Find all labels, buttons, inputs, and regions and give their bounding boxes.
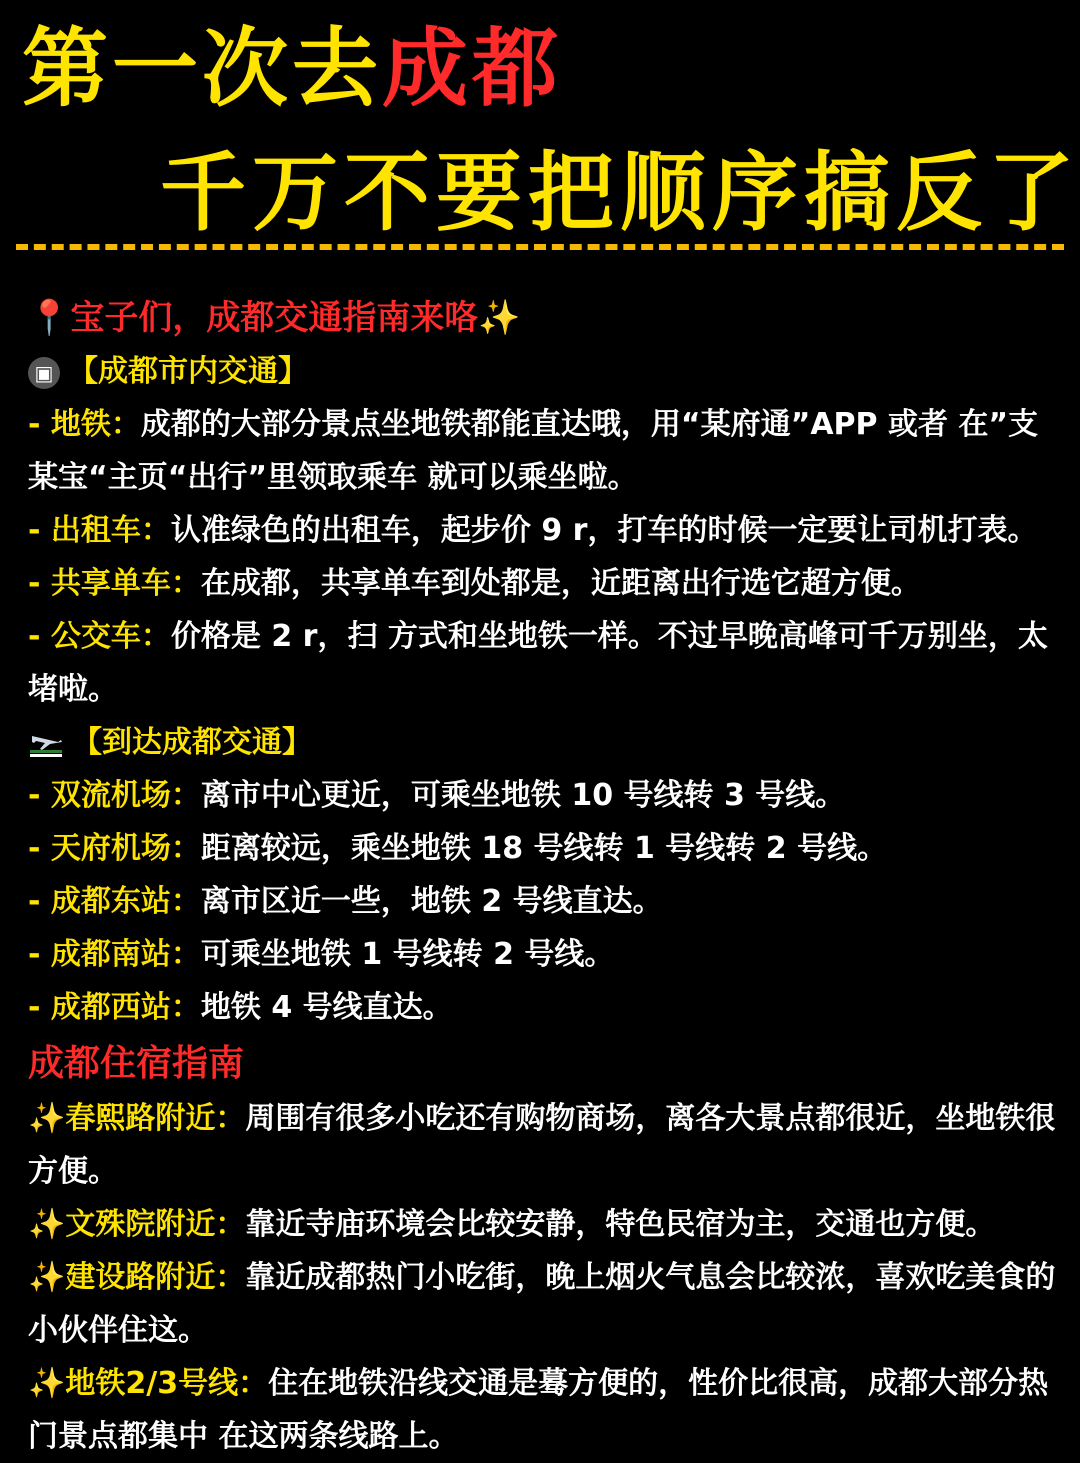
intro-text: 宝子们，成都交通指南来咯 <box>70 298 479 338</box>
item-text: 周围有很多小吃还有购物商场，离各大景点都很近，坐地铁很方便。 <box>28 1101 1056 1189</box>
item-label: - 公交车： <box>28 619 171 654</box>
list-item <box>28 1198 1058 1251</box>
item-label: - 成都西站： <box>28 990 201 1025</box>
item-label: - 出租车： <box>28 513 171 548</box>
item-text: 地铁 4 号线直达。 <box>200 990 453 1025</box>
list-item <box>28 398 1058 504</box>
item-label: - 共享单车： <box>28 566 201 601</box>
item-label: - 成都南站： <box>28 937 201 972</box>
dashed-divider <box>16 244 1064 250</box>
item-label: 文殊院附近： <box>65 1207 246 1242</box>
list-item <box>28 928 1058 981</box>
pin-icon: 📍 <box>28 298 71 338</box>
list-item <box>28 1251 1058 1357</box>
item-text: 住在地铁沿线交通是蓦方便的，性价比很高，成都大部分热门景点都集中 在这两条线路上。 <box>28 1366 1049 1454</box>
list-item <box>28 504 1058 557</box>
item-text: 靠近寺庙环境会比较安静，特色民宿为主，交通也方便。 <box>245 1207 996 1242</box>
item-text: 可乘坐地铁 1 号线转 2 号线。 <box>200 937 615 972</box>
item-label: - 地铁： <box>28 407 141 442</box>
sparkle-icon: ✨ <box>28 1101 66 1136</box>
title-part-chengdu: 成都 <box>382 19 562 119</box>
section-heading: 【到达成都交通】 <box>72 725 312 760</box>
list-item <box>28 610 1058 716</box>
item-text: 靠近成都热门小吃街，晚上烟火气息会比较浓，喜欢吃美食的小伙伴住这。 <box>28 1260 1056 1348</box>
section-city-transport <box>28 345 1058 398</box>
item-text: 认准绿色的出租车，起步价 9 r，打车的时候一定要让司机打表。 <box>170 513 1038 548</box>
title-part-first-time: 第一次去 <box>22 19 382 119</box>
list-item <box>28 875 1058 928</box>
intro-line <box>28 292 1058 345</box>
page-title-line1 <box>22 14 562 124</box>
item-text: 离市中心更近，可乘坐地铁 10 号线转 3 号线。 <box>200 778 846 813</box>
item-label: 春熙路附近： <box>65 1101 246 1136</box>
item-label: 地铁2/3号线： <box>65 1366 269 1401</box>
list-item <box>28 822 1058 875</box>
airplane-arriving-icon <box>28 730 64 758</box>
sparkle-icon: ✨ <box>28 1366 66 1401</box>
item-label: - 双流机场： <box>28 778 201 813</box>
lodging-heading: 成都住宿指南 <box>28 1043 245 1084</box>
list-item <box>28 1092 1058 1198</box>
sparkle-icon: ✨ <box>478 298 521 338</box>
item-label: 建设路附近： <box>65 1260 246 1295</box>
guide-content <box>28 292 1058 1463</box>
list-item <box>28 769 1058 822</box>
item-text: 离市区近一些，地铁 2 号线直达。 <box>200 884 663 919</box>
sparkle-icon: ✨ <box>28 1260 66 1295</box>
item-text: 在成都，共享单车到处都是，近距离出行选它超方便。 <box>200 566 921 601</box>
item-text: 价格是 2 r，扫 方式和坐地铁一样。不过早晚高峰可千万别坐，太堵啦。 <box>28 619 1048 707</box>
list-item <box>28 557 1058 610</box>
metro-icon: ▣ <box>28 357 60 389</box>
item-text: 成都的大部分景点坐地铁都能直达哦，用“某府通”APP 或者 在”支某宝“主页“出行”里领取乘车 就可以乘坐啦。 <box>28 407 1039 495</box>
list-item <box>28 981 1058 1034</box>
item-label: - 成都东站： <box>28 884 201 919</box>
sparkle-icon: ✨ <box>28 1207 66 1242</box>
page-title-line2: 千万不要把顺序搞反了 <box>160 143 1080 243</box>
section-heading: 【成都市内交通】 <box>68 354 308 389</box>
section-arrival-transport <box>28 716 1058 769</box>
item-label: - 天府机场： <box>28 831 201 866</box>
item-text: 距离较远，乘坐地铁 18 号线转 1 号线转 2 号线。 <box>200 831 888 866</box>
list-item <box>28 1357 1058 1463</box>
